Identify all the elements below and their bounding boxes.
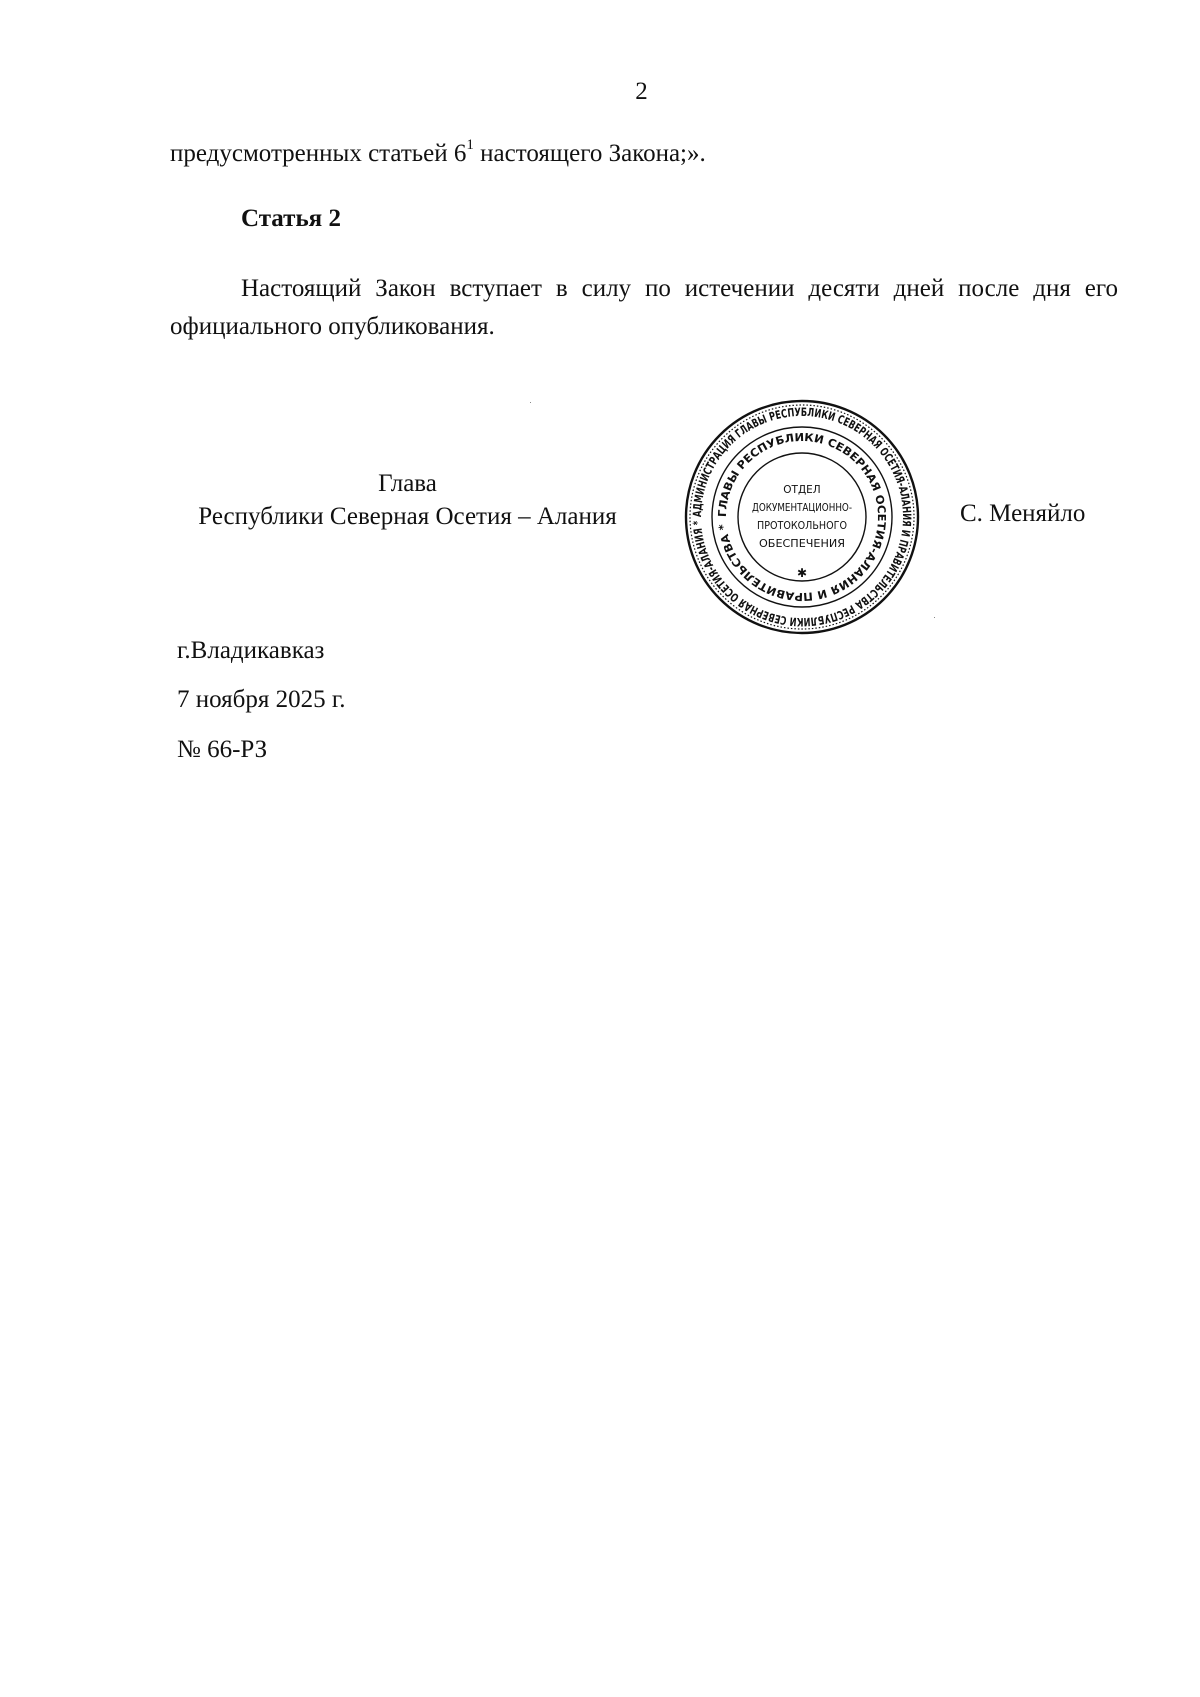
article-heading: Статья 2 <box>241 205 341 232</box>
superscript-index: 1 <box>466 137 474 153</box>
page-number: 2 <box>635 78 648 105</box>
seal-center-line2: ДОКУМЕНТАЦИОННО- <box>752 502 853 514</box>
place-of-signing: г.Владикавказ <box>177 637 325 664</box>
signatory-title <box>170 467 645 533</box>
law-number: № 66-РЗ <box>177 736 268 763</box>
seal-star-icon: ✱ <box>796 566 808 580</box>
signing-date: 7 ноября 2025 г. <box>177 686 346 713</box>
seal-center-line4: ОБЕСПЕЧЕНИЯ <box>759 538 845 550</box>
seal-center-line3: ПРОТОКОЛЬНОГО <box>757 520 847 532</box>
continuation-text-end: настоящего Закона;». <box>473 140 706 167</box>
seal-middle-ring <box>712 427 892 607</box>
continuation-text: предусмотренных статьей 6 <box>170 140 467 167</box>
scan-speck <box>934 617 935 618</box>
signatory-title-line1: Глава <box>378 470 437 497</box>
continuation-line <box>170 137 706 168</box>
scan-speck <box>530 402 531 403</box>
seal-inner-textpath: ГЛАВЫ РЕСПУБЛИКИ СЕВЕРНАЯ ОСЕТИЯ-АЛАНИЯ И ПРАВИТЕЛЬСТВА * <box>715 430 889 604</box>
article-text: Настоящий Закон вступает в силу по истечении десяти дней после дня его официального опубликования. <box>170 275 1118 340</box>
signatory-title-line2: Республики Северная Осетия – Алания <box>198 503 617 530</box>
seal-center-line1: ОТДЕЛ <box>783 484 821 496</box>
signatory-name: С. Меняйло <box>960 500 1086 527</box>
seal-inner-ring <box>738 453 866 581</box>
seal-outer-textpath: АДМИНИСТРАЦИЯ ГЛАВЫ РЕСПУБЛИКИ СЕВЕРНАЯ ОСЕТИЯ-АЛАНИЯ И ПРАВИТЕЛЬСТВА РЕСПУБЛИКИ СЕВЕРНАЯ ОСЕТИЯ-АЛАНИЯ * <box>689 404 915 630</box>
official-seal <box>682 397 922 637</box>
